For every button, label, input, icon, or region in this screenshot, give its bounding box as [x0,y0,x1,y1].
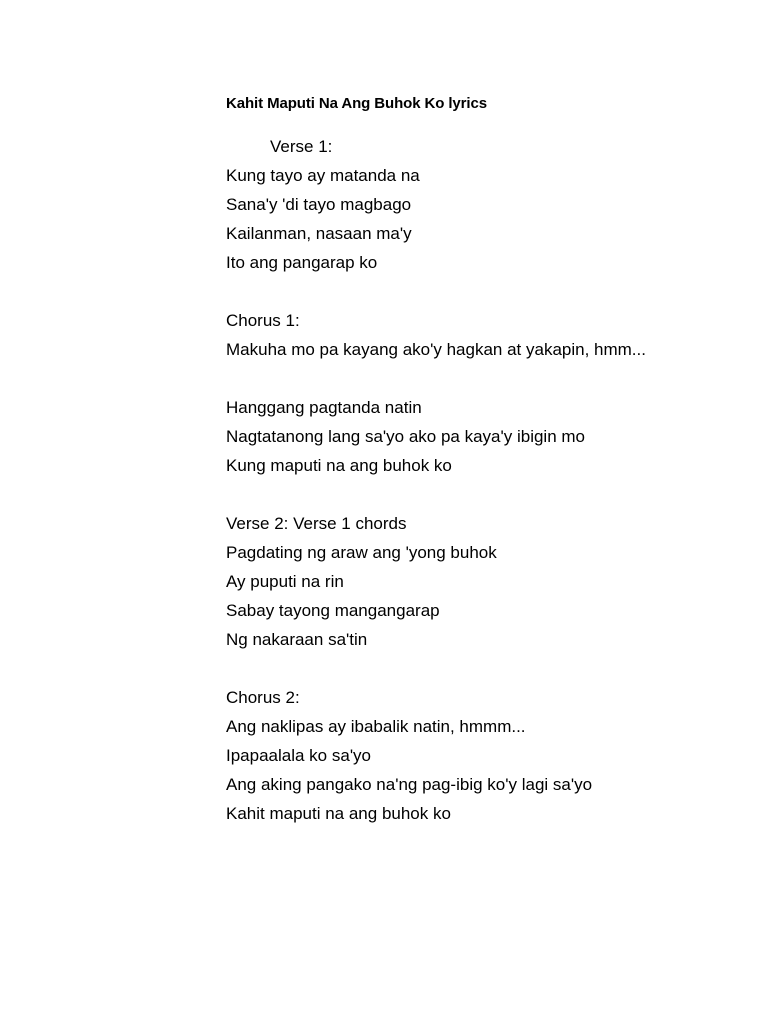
blank-line [226,654,746,683]
lyric-line: Sabay tayong mangangarap [226,601,440,620]
lyric-line: Ng nakaraan sa'tin [226,630,368,649]
lyric-line: Ang naklipas ay ibabalik natin, hmmm... [226,717,526,736]
blank-line [226,277,746,306]
lyric-line: Kahit maputi na ang buhok ko [226,804,451,823]
lyric-line: Kailanman, nasaan ma'y [226,224,412,243]
lyric-line: Pagdating ng araw ang 'yong buhok [226,543,497,562]
document-page [226,92,746,828]
blank-line [226,364,746,393]
lyric-line: Nagtatanong lang sa'yo ako pa kaya'y ibigin mo [226,427,586,446]
lyric-line: Makuha mo pa kayang ako'y hagkan at yakapin, hmm... [226,340,646,359]
section-heading-verse-2: Verse 2: Verse 1 chords [226,514,407,533]
section-heading-chorus-1: Chorus 1: [226,311,300,330]
lyric-line: Hanggang pagtanda natin [226,398,422,417]
blank-line [226,480,746,509]
lyrics-body [226,132,746,828]
section-heading-chorus-2: Chorus 2: [226,688,300,707]
lyric-line: Sana'y 'di tayo magbago [226,195,412,214]
lyric-line: Ang aking pangako na'ng pag-ibig ko'y lagi sa'yo [226,775,593,794]
section-heading-verse-1: Verse 1: [270,137,333,156]
document-title: Kahit Maputi Na Ang Buhok Ko lyrics [226,95,487,112]
lyric-line: Kung maputi na ang buhok ko [226,456,452,475]
lyric-line: Ito ang pangarap ko [226,253,378,272]
lyric-line: Ipapaalala ko sa'yo [226,746,372,765]
lyric-line: Kung tayo ay matanda na [226,166,420,185]
lyric-line: Ay puputi na rin [226,572,344,591]
